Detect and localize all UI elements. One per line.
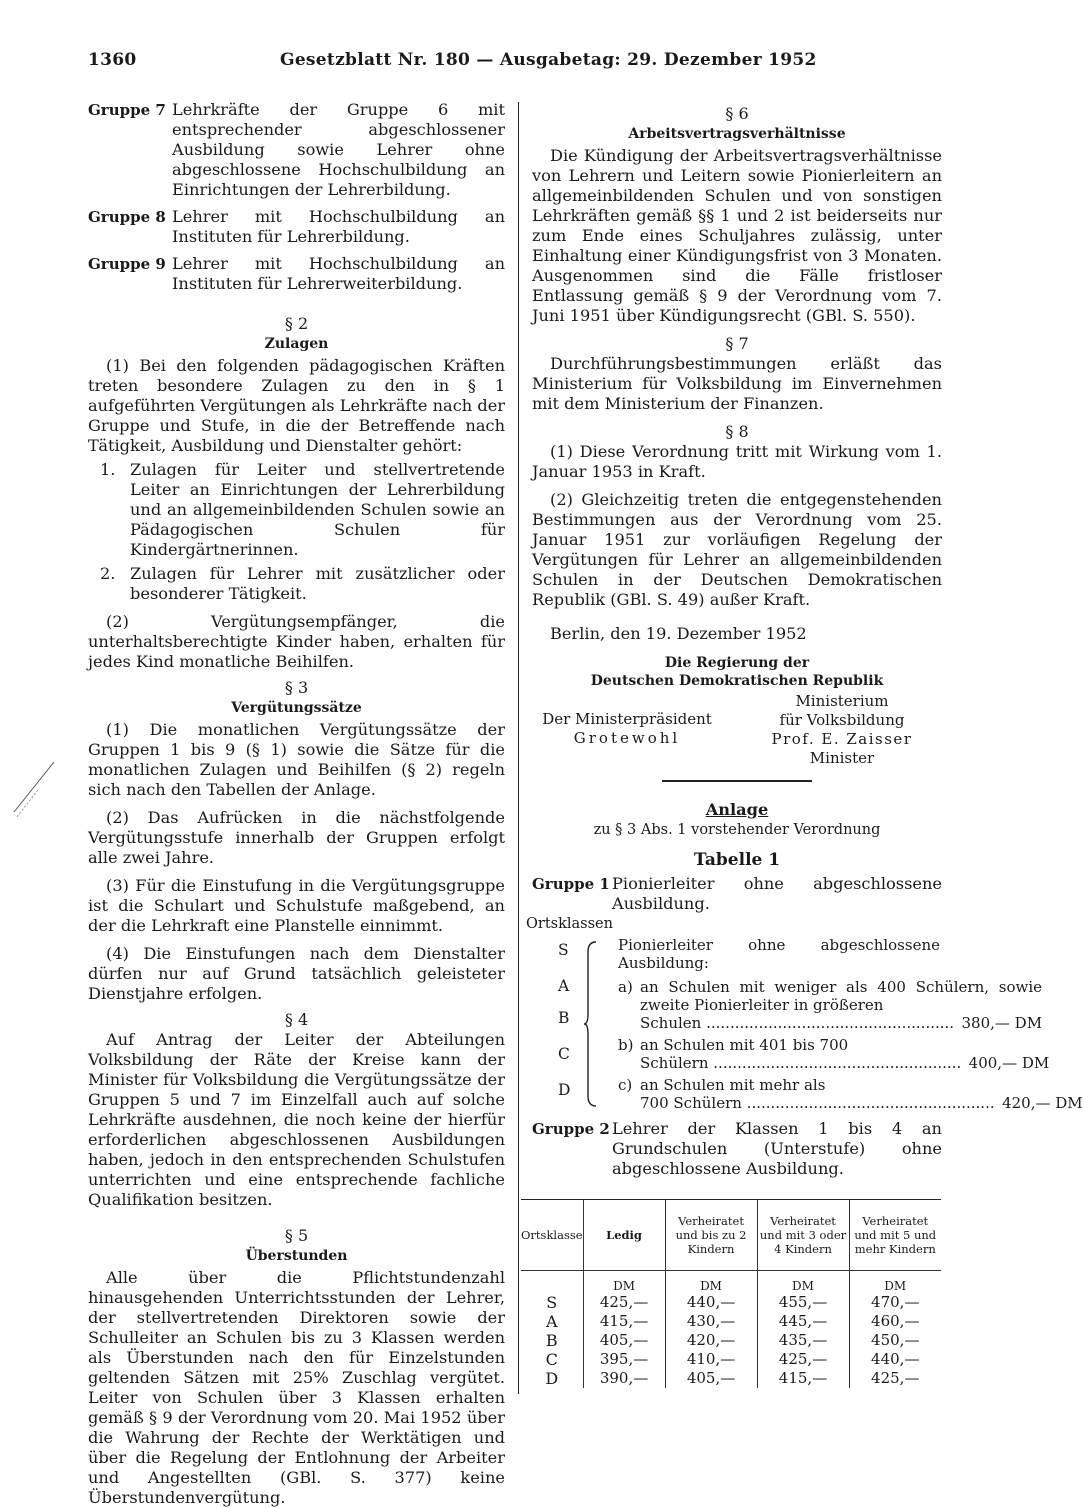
section-5-paragraph-1: Alle über die Pflichtstundenzahl hinausgehenden Unterrichtsstunden der Lehrer, der stellvertretenden Direktoren sowie der Schulleiter an Schulen bis zu 3 Klassen werden als Überstunden nach den für Einzelstunden geltenden Sätzen mit 25% Zuschlag vergütet. Leiter von Schulen über 3 Klassen erhalten gemäß § 9 der Verordnung vom 20. Mai 1952 über die Wahrung der Rechte der Werktätigen und über die Regelung der Entlohnung der Arbeiter und Angestellten (GBl. S. 377) keine Überstundenvergütung. <box>88 1268 505 1507</box>
amount-cell: 470,— <box>849 1293 941 1312</box>
unit-cell: DM <box>757 1271 849 1294</box>
amount-cell: 435,— <box>757 1331 849 1350</box>
section-3-number: § 3 <box>284 678 309 697</box>
gruppe-label: Gruppe 1 <box>532 875 610 893</box>
amount-cell: 445,— <box>757 1312 849 1331</box>
column-header: Verheiratet und bis zu 2 Kindern <box>665 1200 757 1271</box>
item-amount: 380,— DM <box>961 1014 1043 1032</box>
table-row <box>521 1293 941 1312</box>
curly-brace-icon <box>584 940 598 1108</box>
item-text: an Schulen mit mehr als <box>640 1076 826 1094</box>
section-6-paragraph-1: Die Kündigung der Arbeitsvertragsverhältnisse von Lehrern und Leitern sowie Pionierleitern an allgemeinbildenden Schulen und von sonstigen Lehrkräften gemäß §§ 1 und 2 ist beiderseits nur zum Ende eines Schuljahres zulässig, unter Einhaltung einer Kündigungsfrist von 3 Monaten. Ausgenommen sind die Fälle fristloser Entlassung gemäß § 9 der Verordnung vom 7. Juni 1951 über Kündigungsrecht (GBl. S. 550). <box>532 146 942 325</box>
item-number: 2. <box>100 564 116 583</box>
section-4-number: § 4 <box>284 1010 309 1029</box>
anlage-gruppe-1 <box>532 874 942 914</box>
section-6-title: Arbeitsvertragsverhältnisse <box>628 126 846 142</box>
amount-cell: 450,— <box>849 1331 941 1350</box>
page-number: 1360 <box>88 50 137 70</box>
gruppe-7 <box>88 100 505 200</box>
amount-cell: 425,— <box>757 1350 849 1369</box>
amount-cell: 440,— <box>849 1350 941 1369</box>
table-header-row <box>521 1200 941 1271</box>
section-8-number: § 8 <box>725 422 749 441</box>
ortsklassen-item-a: a) an Schulen mit weniger als 400 Schülern, sowie zweite Pionierleiter in größeren Schulen .................................................... 380,— DM <box>618 978 1043 1032</box>
signature-block <box>532 654 942 782</box>
section-8-paragraph-1: (1) Diese Verordnung tritt mit Wirkung vom 1. Januar 1953 in Kraft. <box>532 442 942 481</box>
item-letter: b) <box>618 1036 634 1054</box>
signatory-role: Der Ministerpräsident <box>542 710 712 728</box>
ortsklasse-cell: B <box>545 1331 558 1350</box>
table-row <box>521 1369 941 1388</box>
unit-cell: DM <box>849 1271 941 1294</box>
anlage-subtitle: zu § 3 Abs. 1 vorstehender Verordnung <box>593 822 881 838</box>
section-2-item-2 <box>88 564 505 604</box>
amount-cell: 395,— <box>583 1350 665 1369</box>
header-title: Gesetzblatt Nr. 180 — Ausgabetag: 29. Dezember 1952 <box>280 50 817 70</box>
ortsklasse-letter: A <box>558 977 570 995</box>
amount-cell: 455,— <box>757 1293 849 1312</box>
item-last-line: Schulen <box>640 1014 702 1032</box>
amount-cell: 420,— <box>665 1331 757 1350</box>
gruppe-text: Lehrer mit Hochschulbildung an Instituten für Lehrerweiterbildung. <box>172 254 505 293</box>
section-2-paragraph-1: (1) Bei den folgenden pädagogischen Kräften treten besondere Zulagen zu den in § 1 aufgeführten Vergütungen als Lehrkräfte nach der Gruppe und Stufe, in die der Betreffende nach Tätigkeit, Ausbildung und Dienstalter gehört: <box>88 356 506 455</box>
right-column <box>526 100 1083 1186</box>
column-header: Ortsklasse <box>521 1200 583 1271</box>
signatory-ministry-sub: für Volksbildung <box>779 711 905 729</box>
ortsklasse-cell: C <box>545 1350 558 1369</box>
unit-cell: DM <box>583 1271 665 1294</box>
ortsklasse-cell: A <box>546 1312 558 1331</box>
gruppe-text: Lehrkräfte der Gruppe 6 mit entsprechender abgeschlossener Ausbildung sowie Lehrer ohne abgeschlossene Hochschulbildung an Einrichtungen der Lehrerbildung. <box>172 100 505 199</box>
ortsklasse-letter: C <box>558 1045 570 1063</box>
amount-cell: 425,— <box>583 1293 665 1312</box>
item-number: 1. <box>100 460 116 479</box>
gruppe-text: Pionierleiter ohne abgeschlossene Ausbildung. <box>612 874 942 913</box>
amount-cell: 390,— <box>583 1369 665 1388</box>
gruppe-label: Gruppe 7 <box>88 101 166 119</box>
signature-place-date: Berlin, den 19. Dezember 1952 <box>550 624 807 643</box>
ortsklasse-cell: D <box>545 1369 559 1388</box>
column-header: Verheiratet und mit 3 oder 4 Kindern <box>757 1200 849 1271</box>
section-7-number: § 7 <box>725 334 749 353</box>
signature-left <box>532 692 722 768</box>
section-5-number: § 5 <box>284 1226 309 1245</box>
item-text: an Schulen mit 401 bis 700 <box>640 1036 849 1054</box>
amount-cell: 415,— <box>583 1312 665 1331</box>
section-3-paragraph-2: (2) Das Aufrücken in die nächstfolgende Vergütungsstufe innerhalb der Gruppen erfolgt alle zwei Jahre. <box>88 808 505 867</box>
signatory-ministry: Ministerium <box>795 692 889 710</box>
salary-table <box>521 1199 941 1388</box>
section-2-number: § 2 <box>284 314 309 333</box>
section-3-paragraph-1: (1) Die monatlichen Vergütungssätze der Gruppen 1 bis 9 (§ 1) sowie die Sätze für die monatlichen Zulagen und Beihilfen (§ 2) regeln sich nach den Tabellen der Anlage. <box>88 720 505 799</box>
ortsklassen-item-b: b) an Schulen mit 401 bis 700 Schülern .................................................... 400,— DM <box>618 1036 1050 1072</box>
ortsklassen-text <box>618 936 1083 1112</box>
gruppe-text: Lehrer der Klassen 1 bis 4 an Grundschulen (Unterstufe) ohne abgeschlossene Ausbildung. <box>612 1119 942 1178</box>
section-3-paragraph-3: (3) Für die Einstufung in die Vergütungsgruppe ist die Schulart und Schulstufe maßgebend, an der die Lehrkraft eine Planstelle einnimmt. <box>88 876 505 935</box>
column-divider <box>518 102 519 1394</box>
gruppe-label: Gruppe 2 <box>532 1120 610 1138</box>
government-line-1: Die Regierung der <box>664 655 810 671</box>
signature-right <box>742 692 942 768</box>
section-3-paragraph-4: (4) Die Einstufungen nach dem Dienstalter dürfen nur auf Grund tatsächlich geleisteter Dienstjahre erfolgen. <box>88 944 505 1003</box>
column-header: Ledig <box>583 1200 665 1271</box>
section-5-title: Überstunden <box>245 1248 348 1264</box>
amount-cell: 440,— <box>665 1293 757 1312</box>
ortsklassen-block <box>532 936 1083 1112</box>
unit-cell: DM <box>665 1271 757 1294</box>
section-2-item-1 <box>88 460 505 560</box>
signatory-name: Prof. E. Zaisser <box>771 730 913 748</box>
signature-row <box>532 692 942 768</box>
signatory-name: Grotewohl <box>573 729 681 747</box>
column-header: Verheiratet und mit 5 und mehr Kindern <box>849 1200 941 1271</box>
item-amount: 400,— DM <box>968 1054 1050 1072</box>
table-unit-row <box>521 1271 941 1294</box>
margin-pencil-mark <box>8 760 58 820</box>
gruppe-label: Gruppe 8 <box>88 208 166 226</box>
unit-cell <box>521 1271 583 1294</box>
ortsklasse-letter: S <box>558 941 569 959</box>
ortsklassen-item-c: c) an Schulen mit mehr als 700 Schülern .................................................... 420,— DM <box>618 1076 1083 1112</box>
ortsklasse-letter: D <box>558 1081 571 1099</box>
ortsklassen-label: Ortsklassen <box>526 916 613 932</box>
ortsklasse-letter: B <box>558 1009 570 1027</box>
item-letter: a) <box>618 978 633 996</box>
section-6-number: § 6 <box>725 104 749 123</box>
item-text: an Schulen mit weniger als 400 Schülern, sowie zweite Pionierleiter in größeren <box>640 978 1043 1014</box>
table-body <box>521 1293 941 1388</box>
tabelle-title: Tabelle 1 <box>693 850 781 870</box>
amount-cell: 405,— <box>583 1331 665 1350</box>
table-row <box>521 1350 941 1369</box>
gruppe-9 <box>88 254 505 294</box>
section-8-paragraph-2: (2) Gleichzeitig treten die entgegenstehenden Bestimmungen aus der Verordnung vom 25. Januar 1951 zur vorläufigen Regelung der Vergütungen für Lehrer an allgemeinbildenden Schulen in der Deutschen Demokratischen Republik (GBl. S. 49) außer Kraft. <box>532 490 942 609</box>
item-text: Zulagen für Lehrer mit zusätzlicher oder besonderer Tätigkeit. <box>130 564 505 603</box>
signatory-title: Minister <box>809 749 875 767</box>
anlage-gruppe-2 <box>532 1119 942 1179</box>
government-line-2: Deutschen Demokratischen Republik <box>590 673 884 689</box>
table-row <box>521 1312 941 1331</box>
item-text: Zulagen für Leiter und stellvertretende Leiter an Einrichtungen der Lehrerbildung und an allgemeinbildenden Schulen sowie an Pädagogischen Schulen für Kindergärtnerinnen. <box>130 460 505 559</box>
table-row <box>521 1331 941 1350</box>
item-amount: 420,— DM <box>1002 1094 1083 1112</box>
item-last-line: Schülern <box>640 1054 709 1072</box>
item-letter: c) <box>618 1076 633 1094</box>
ortsklasse-cell: S <box>546 1293 558 1312</box>
section-2-paragraph-2: (2) Vergütungsempfänger, die unterhaltsberechtigte Kinder haben, erhalten für jedes Kind monatliche Beihilfen. <box>88 612 505 671</box>
anlage-title: Anlage <box>705 800 769 819</box>
signature-rule <box>662 780 812 782</box>
item-last-line: 700 Schülern <box>640 1094 742 1112</box>
gruppe-label: Gruppe 9 <box>88 255 166 273</box>
section-3-title: Vergütungssätze <box>231 700 362 716</box>
section-7-paragraph-1: Durchführungsbestimmungen erläßt das Ministerium für Volksbildung im Einvernehmen mit dem Ministerium der Finanzen. <box>532 354 942 413</box>
left-column <box>88 100 505 1508</box>
gruppe-8 <box>88 207 505 247</box>
amount-cell: 405,— <box>665 1369 757 1388</box>
amount-cell: 430,— <box>665 1312 757 1331</box>
amount-cell: 425,— <box>849 1369 941 1388</box>
section-2-title: Zulagen <box>264 336 329 352</box>
section-4-paragraph-1: Auf Antrag der Leiter der Abteilungen Volksbildung der Räte der Kreise kann der Minister für Volksbildung die Vergütungssätze der Gruppen 5 und 7 im Einzelfall auch auf solche Lehrkräfte ausdehnen, die noch keine der hierfür erforderlichen abgeschlossenen Ausbildungen haben, jedoch in den entsprechenden Schulstufen unterrichten und eine entsprechende fachliche Qualifikation besitzen. <box>88 1030 505 1209</box>
amount-cell: 460,— <box>849 1312 941 1331</box>
amount-cell: 410,— <box>665 1350 757 1369</box>
ortsklassen-intro: Pionierleiter ohne abgeschlossene Ausbildung: <box>618 936 940 972</box>
amount-cell: 415,— <box>757 1369 849 1388</box>
gruppe-text: Lehrer mit Hochschulbildung an Instituten für Lehrerbildung. <box>172 207 505 246</box>
